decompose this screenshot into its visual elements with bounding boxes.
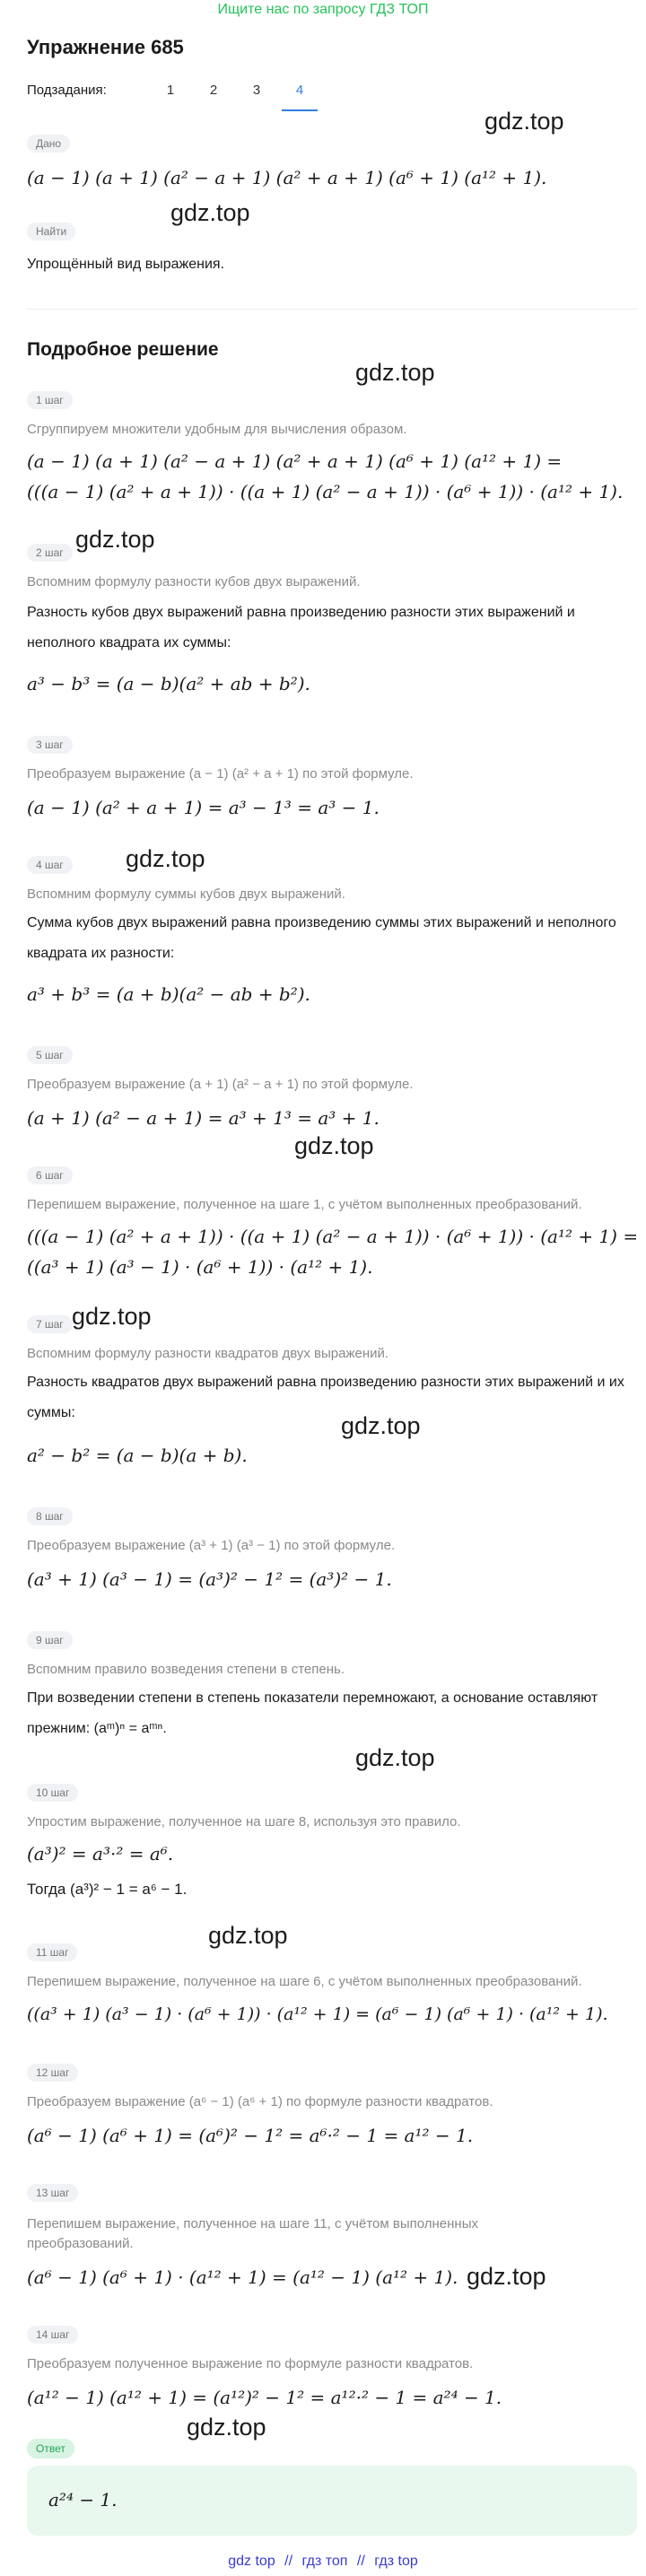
step-description: Вспомним формулу разности кубов двух выражений. xyxy=(27,574,361,589)
answer-value: a²⁴ − 1. xyxy=(48,2489,118,2511)
math-line: a³ − b³ = (a − b)(a² + ab + b²). xyxy=(27,673,310,694)
step-description: Упростим выражение, полученное на шаге 8, используя это правило. xyxy=(27,1814,461,1829)
find-chip: Найти xyxy=(27,223,75,240)
step-extra: Тогда (a³)² − 1 = a⁶ − 1. xyxy=(27,1881,188,1898)
step-description: Вспомним формулу суммы кубов двух выражений. xyxy=(27,886,345,902)
math-line: ((a³ + 1) (a³ − 1) · (a⁶ + 1)) · (a¹² + 1). xyxy=(27,1256,373,1278)
find-text: Упрощённый вид выражения. xyxy=(27,257,225,272)
step-text: Сумма кубов двух выражений равна произведению суммы этих выражений и неполного квадрата их разности: xyxy=(27,915,616,961)
step-chip: 3 шаг xyxy=(27,736,73,754)
given-expression: (a − 1) (a + 1) (a² − a + 1) (a² + a + 1) (a⁶ + 1) (a¹² + 1). xyxy=(27,167,547,188)
tab-subtask-1[interactable]: 1 xyxy=(166,83,175,98)
step-description: Перепишем выражение, полученное на шаге 11, с учётом выполненных преобразований. xyxy=(27,2216,478,2251)
step-description: Преобразуем выражение (a⁶ − 1) (a⁶ + 1) по формуле разности квадратов. xyxy=(27,2094,493,2109)
footer-link-1[interactable]: gdz top xyxy=(228,2554,275,2569)
step-chip: 13 шаг xyxy=(27,2184,78,2202)
tab-subtask-4[interactable]: 4 xyxy=(282,83,318,98)
step-description: Вспомним правило возведения степени в степень. xyxy=(27,1662,345,1677)
step-description: Перепишем выражение, полученное на шаге 1, с учётом выполненных преобразований. xyxy=(27,1197,582,1212)
subtasks-label: Подзадания: xyxy=(27,83,107,98)
math-line: ((a³ + 1) (a³ − 1) · (a⁶ + 1)) · (a¹² + 1) = (a⁶ − 1) (a⁶ + 1) · (a¹² + 1). xyxy=(27,2004,608,2024)
step-description: Преобразуем выражение (a + 1) (a² − a + 1) по этой формуле. xyxy=(27,1077,414,1092)
math-line: (a − 1) (a + 1) (a² − a + 1) (a² + a + 1) (a⁶ + 1) (a¹² + 1) = xyxy=(27,450,563,472)
step-description: Преобразуем полученное выражение по формуле разности квадратов. xyxy=(27,2356,474,2371)
math-line: (((a − 1) (a² + a + 1)) · ((a + 1) (a² − a + 1)) · (a⁶ + 1)) · (a¹² + 1). xyxy=(27,481,624,502)
watermark: gdz.top xyxy=(75,526,155,553)
step-chip: 14 шаг xyxy=(27,2326,78,2344)
math-line: (((a − 1) (a² + a + 1)) · ((a + 1) (a² − a + 1)) · (a⁶ + 1)) · (a¹² + 1) = xyxy=(27,1226,639,1247)
page-title: Упражнение 685 xyxy=(27,36,184,58)
step-chip: 11 шаг xyxy=(27,1943,77,1961)
footer xyxy=(0,2554,646,2570)
footer-link-2[interactable]: гдз топ xyxy=(301,2554,348,2569)
math-line: (a⁶ − 1) (a⁶ + 1) = (a⁶)² − 1² = a⁶·² − 1 = a¹² − 1. xyxy=(27,2125,474,2146)
math-line: (a − 1) (a² + a + 1) = a³ − 1³ = a³ − 1. xyxy=(27,797,380,818)
step-description: Преобразуем выражение (a³ + 1) (a³ − 1) по этой формуле. xyxy=(27,1538,396,1553)
math-line: (a³)² = a³·² = a⁶. xyxy=(27,1843,174,1864)
solution-title: Подробное решение xyxy=(27,339,219,360)
footer-link-3[interactable]: гдз top xyxy=(374,2554,418,2569)
step-text: При возведении степени в степень показатели перемножают, а основание оставляют прежним: (aᵐ)ⁿ = aᵐⁿ. xyxy=(27,1690,598,1736)
answer-chip: Ответ xyxy=(27,2439,74,2458)
math-line: (a⁶ − 1) (a⁶ + 1) · (a¹² + 1) = (a¹² − 1) (a¹² + 1). xyxy=(27,2266,458,2288)
watermark: gdz.top xyxy=(484,108,564,135)
step-chip: 7 шаг xyxy=(27,1315,73,1333)
step-chip: 1 шаг xyxy=(27,391,73,409)
watermark: gdz.top xyxy=(187,2414,266,2441)
step-chip: 2 шаг xyxy=(27,544,73,562)
math-line: a³ + b³ = (a + b)(a² − ab + b²). xyxy=(27,983,310,1005)
step-chip: 9 шаг xyxy=(27,1631,73,1649)
watermark: gdz.top xyxy=(170,199,250,226)
divider xyxy=(27,309,637,310)
math-line: (a³ + 1) (a³ − 1) = (a³)² − 1² = (a³)² − 1. xyxy=(27,1568,392,1590)
math-line: a² − b² = (a − b)(a + b). xyxy=(27,1445,248,1466)
top-banner xyxy=(0,0,646,22)
math-line: (a¹² − 1) (a¹² + 1) = (a¹²)² − 1² = a¹²·² − 1 = a²⁴ − 1. xyxy=(27,2387,502,2408)
subtasks-nav xyxy=(27,83,314,113)
step-description: Вспомним формулу разности квадратов двух выражений. xyxy=(27,1346,389,1361)
watermark: gdz.top xyxy=(341,1412,421,1439)
math-line: (a + 1) (a² − a + 1) = a³ + 1³ = a³ + 1. xyxy=(27,1107,380,1129)
watermark: gdz.top xyxy=(294,1132,374,1159)
watermark: gdz.top xyxy=(355,1744,435,1771)
step-chip: 4 шаг xyxy=(27,856,73,874)
step-chip: 8 шаг xyxy=(27,1507,73,1525)
top-search-link[interactable]: Ищите нас по запросу ГДЗ ТОП xyxy=(217,2,429,17)
step-chip: 10 шаг xyxy=(27,1784,78,1802)
step-chip: 12 шаг xyxy=(27,2064,78,2082)
step-description: Сгруппируем множители удобным для вычисления образом. xyxy=(27,422,407,437)
step-text: Разность кубов двух выражений равна произведению разности этих выражений и неполного квадрата их суммы: xyxy=(27,605,575,651)
footer-separator: // xyxy=(284,2554,293,2569)
answer-box xyxy=(27,2466,637,2536)
watermark: gdz.top xyxy=(467,2263,546,2290)
step-description: Преобразуем выражение (a − 1) (a² + a + 1) по этой формуле. xyxy=(27,766,414,782)
step-chip: 5 шаг xyxy=(27,1046,73,1064)
watermark: gdz.top xyxy=(72,1303,152,1330)
watermark: gdz.top xyxy=(355,359,435,386)
tab-subtask-2[interactable]: 2 xyxy=(209,83,218,98)
step-chip: 6 шаг xyxy=(27,1166,73,1184)
watermark: gdz.top xyxy=(208,1922,288,1949)
footer-separator: // xyxy=(356,2554,365,2569)
watermark: gdz.top xyxy=(126,845,205,872)
given-chip: Дано xyxy=(27,135,70,153)
tab-subtask-3[interactable]: 3 xyxy=(252,83,261,98)
step-text: Разность квадратов двух выражений равна произведению разности этих выражений и их суммы: xyxy=(27,1375,624,1420)
step-description: Перепишем выражение, полученное на шаге 6, с учётом выполненных преобразований. xyxy=(27,1974,582,1989)
